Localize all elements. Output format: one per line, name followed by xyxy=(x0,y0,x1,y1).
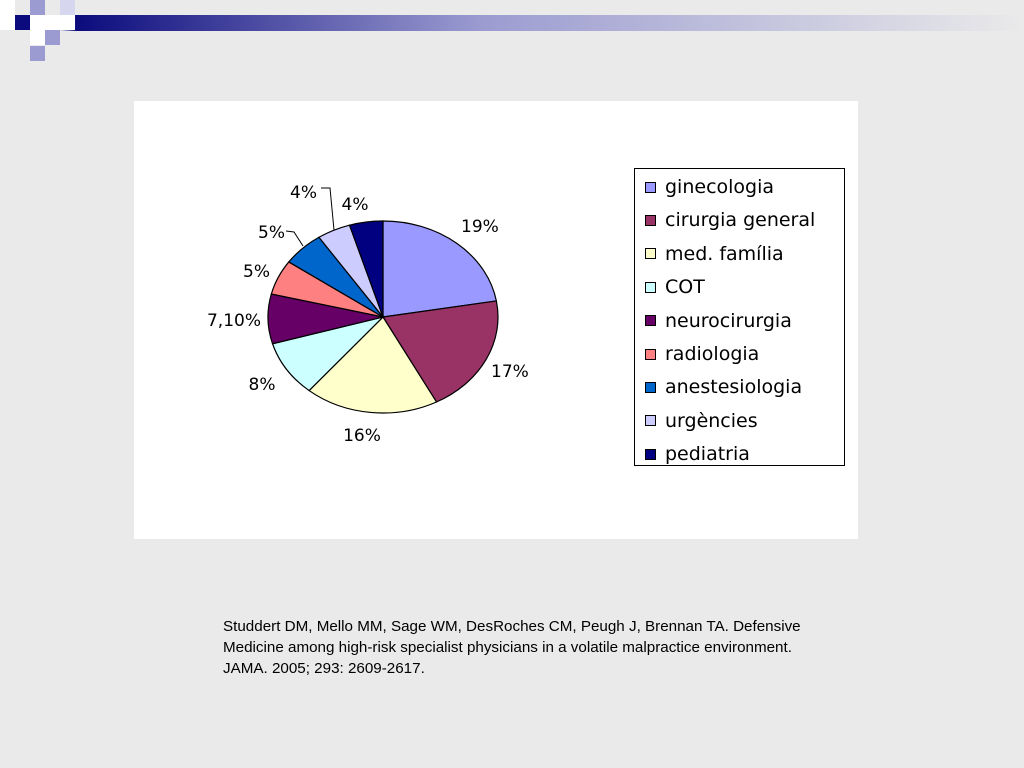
slice-data-label: 8% xyxy=(248,375,276,395)
legend-item xyxy=(645,442,750,466)
legend-label: radiologia xyxy=(665,343,760,365)
legend-swatch xyxy=(645,248,656,259)
legend-label: urgències xyxy=(665,409,758,432)
leader-line xyxy=(286,231,303,246)
legend-label: COT xyxy=(665,276,705,299)
legend-label: ginecologia xyxy=(665,176,775,198)
decoration-square xyxy=(45,15,60,30)
legend-item xyxy=(645,409,758,433)
legend-item xyxy=(645,242,784,266)
chart-legend xyxy=(634,168,845,466)
decoration-square xyxy=(45,30,60,45)
legend-item xyxy=(645,309,792,333)
decoration-square xyxy=(30,46,45,61)
legend-swatch xyxy=(645,182,656,193)
legend-swatch xyxy=(645,349,656,360)
slice-data-label: 4% xyxy=(341,195,369,215)
legend-swatch xyxy=(645,282,656,293)
legend-item xyxy=(645,208,815,232)
decoration-square xyxy=(15,15,30,30)
legend-item xyxy=(645,175,774,199)
slice-data-label: 7,10% xyxy=(206,311,261,331)
decoration-square xyxy=(30,0,45,15)
citation-line: JAMA. 2005; 293: 2609-2617. xyxy=(223,660,425,677)
chart-panel xyxy=(134,101,858,539)
decoration-square xyxy=(60,0,75,15)
top-decoration-band xyxy=(0,0,1024,46)
slice-data-label: 16% xyxy=(343,426,381,446)
legend-label: anestesiologia xyxy=(665,376,803,399)
decoration-square xyxy=(30,15,45,30)
slice-data-label: 5% xyxy=(258,223,285,243)
legend-label: cirurgia general xyxy=(665,209,816,232)
legend-label: med. família xyxy=(665,242,784,265)
slice-data-label: 5% xyxy=(243,262,270,282)
slice-data-label: 17% xyxy=(491,362,529,382)
legend-label: neurocirurgia xyxy=(665,309,792,332)
citation xyxy=(223,616,903,679)
legend-label: pediatria xyxy=(665,443,750,466)
slice-data-label: 4% xyxy=(290,183,317,203)
citation-line: Medicine among high-risk specialist physicians in a volatile malpractice environment. xyxy=(223,639,792,656)
legend-swatch xyxy=(645,415,656,426)
decoration-square xyxy=(0,0,15,15)
legend-item xyxy=(645,342,759,366)
legend-item xyxy=(645,275,705,299)
slice-data-label: 19% xyxy=(461,217,499,237)
citation-line: Studdert DM, Mello MM, Sage WM, DesRoches CM, Peugh J, Brennan TA. Defensive xyxy=(223,618,801,635)
decoration-square xyxy=(60,15,75,30)
leader-line xyxy=(321,188,334,230)
decoration-square xyxy=(0,15,15,30)
decoration-square xyxy=(30,30,45,45)
legend-swatch xyxy=(645,315,656,326)
legend-item xyxy=(645,375,802,399)
legend-swatch xyxy=(645,215,656,226)
legend-swatch xyxy=(645,382,656,393)
legend-swatch xyxy=(645,449,656,460)
